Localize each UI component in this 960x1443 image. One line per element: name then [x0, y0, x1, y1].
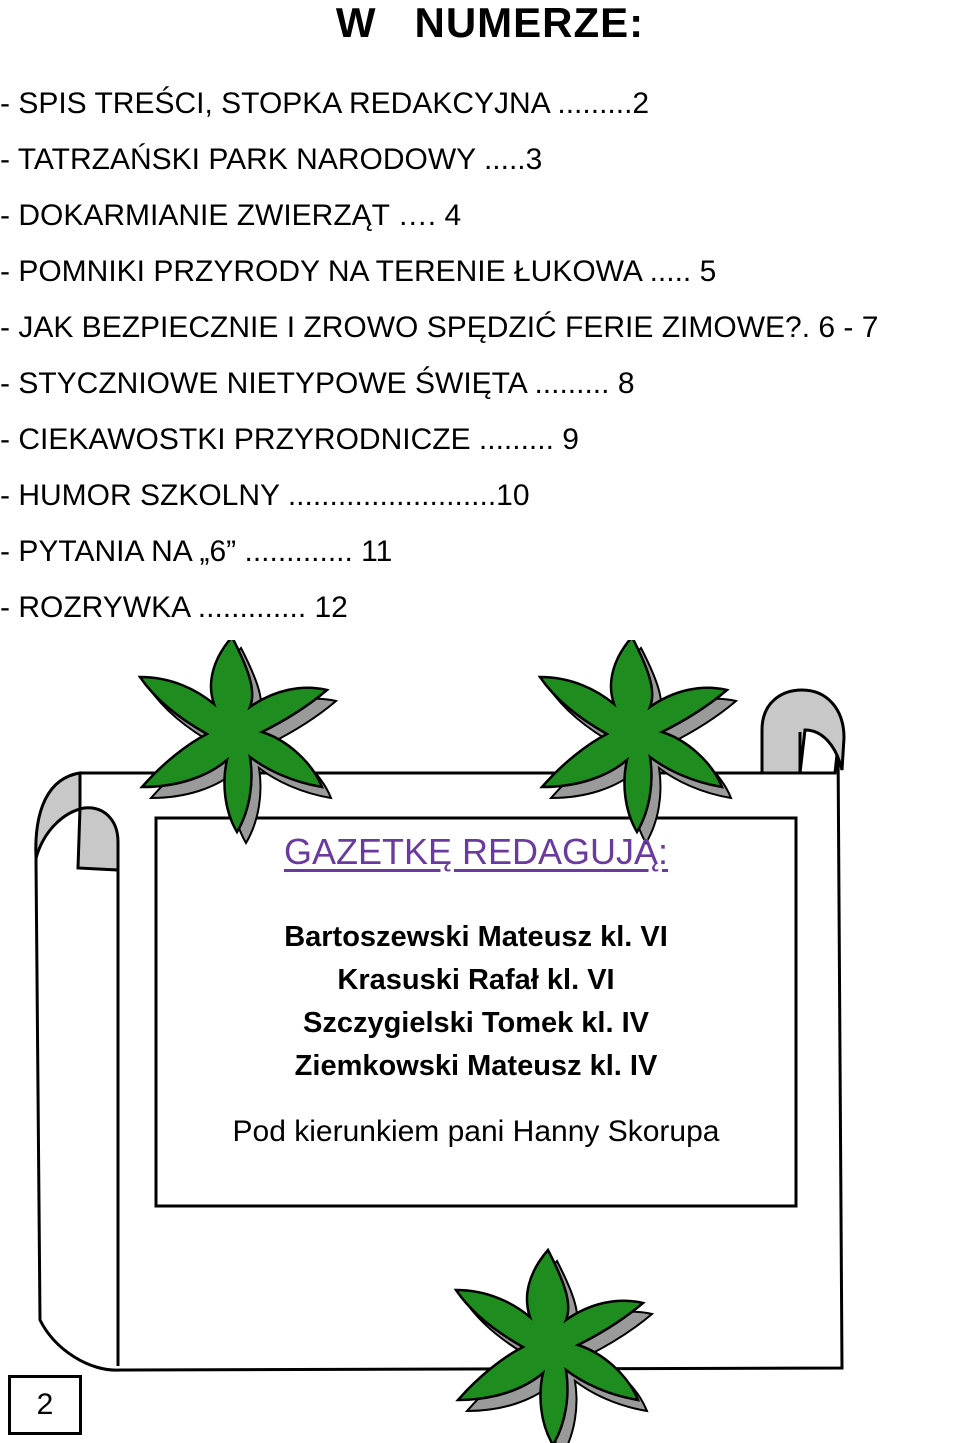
supervisor-line: Pod kierunkiem pani Hanny Skorupa [232, 1115, 720, 1148]
page-title: W NUMERZE: [335, 0, 645, 46]
toc-item: - JAK BEZPIECZNIE I ZROWO SPĘDZIĆ FERIE ZIMOWE?. 6 - 7 [0, 311, 879, 344]
toc-item: - HUMOR SZKOLNY .........................10 [0, 479, 530, 512]
toc-item: - SPIS TREŚCI, STOPKA REDAKCYJNA .........2 [0, 87, 650, 120]
credits-box [156, 818, 796, 1206]
editors-list [156, 916, 796, 1088]
toc-item: - CIEKAWOSTKI PRZYRODNICZE ......... 9 [0, 423, 579, 456]
toc-item: - POMNIKI PRZYRODY NA TERENIE ŁUKOWA ..... 5 [0, 255, 717, 288]
page-number: 2 [8, 1375, 82, 1435]
toc-item: - TATRZAŃSKI PARK NARODOWY .....3 [0, 143, 543, 176]
editor-name: Ziemkowski Mateusz kl. IV [294, 1050, 658, 1082]
table-of-contents [0, 84, 878, 644]
toc-item: - DOKARMIANIE ZWIERZĄT …. 4 [0, 199, 462, 232]
toc-item: - STYCZNIOWE NIETYPOWE ŚWIĘTA ......... 8 [0, 367, 635, 400]
editor-name: Szczygielski Tomek kl. IV [302, 1007, 649, 1039]
scroll-curl-right [762, 690, 844, 773]
editor-name: Bartoszewski Mateusz kl. VI [284, 921, 668, 953]
toc-item: - PYTANIA NA „6” ............. 11 [0, 535, 393, 568]
toc-item: - ROZRYWKA ............. 12 [0, 591, 348, 624]
editor-name: Krasuski Rafał kl. VI [337, 964, 615, 996]
credits-heading: GAZETKĘ REDAGUJĄ: [283, 831, 669, 872]
